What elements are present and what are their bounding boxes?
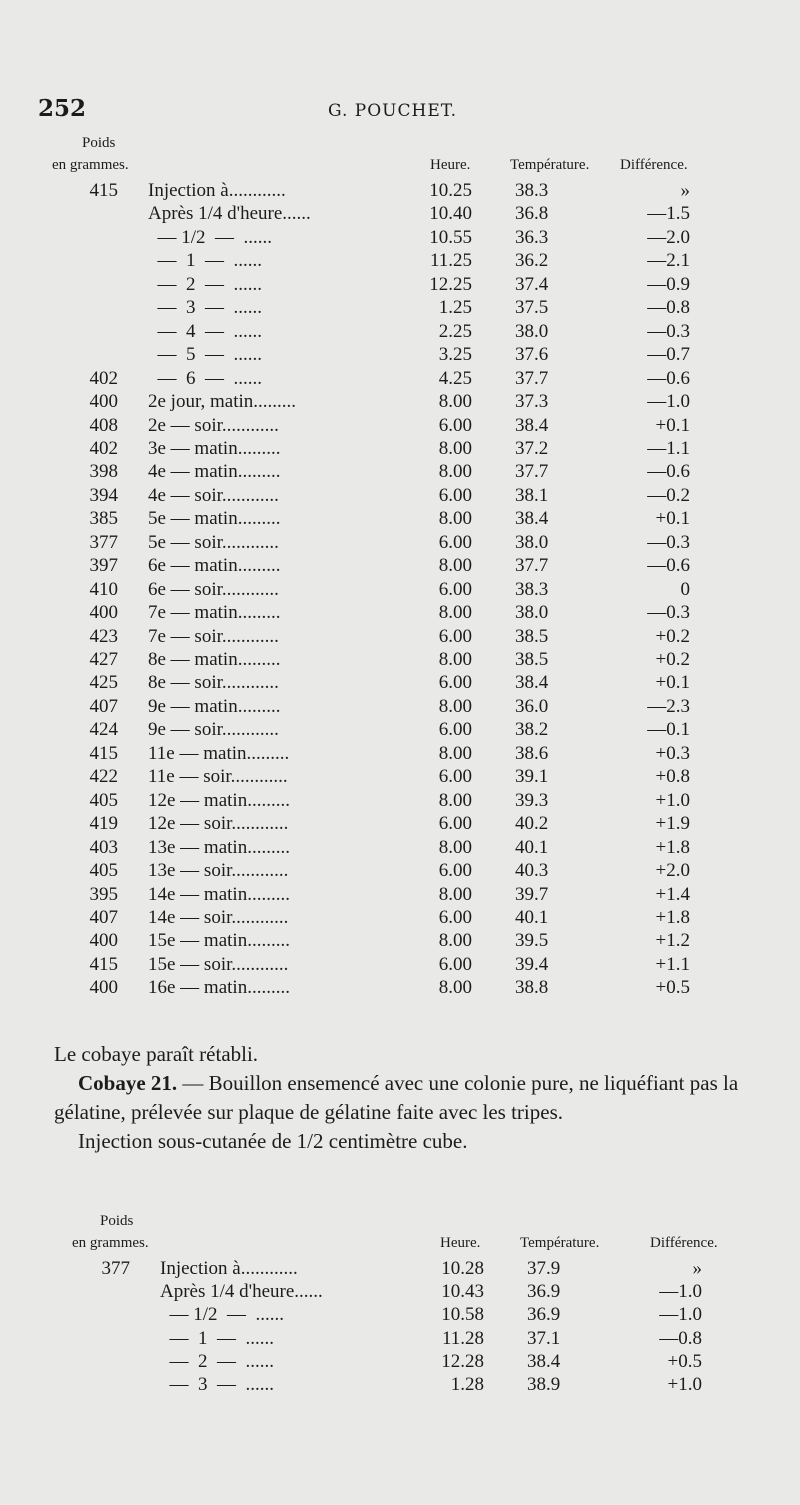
- table-row: [60, 485, 740, 509]
- time-label-cell: 14e — matin.........: [148, 883, 290, 905]
- hour-cell: 8.00: [438, 742, 472, 764]
- table-row: [60, 297, 740, 321]
- time-label-cell: Injection à............: [148, 180, 286, 201]
- time-label-cell: — 1 — ......: [148, 250, 262, 272]
- col-temperature-header: Température.: [520, 1235, 600, 1251]
- time-label-cell: 2e — soir............: [148, 414, 279, 436]
- temperature-cell: 36.2: [515, 250, 549, 272]
- difference-cell: +1.8: [655, 836, 690, 858]
- hour-cell: 8.00: [438, 930, 472, 952]
- cobaye-21-description: — Bouillon ensemencé avec une colonie pure, ne liquéfiant pas la gélatine, prélevée sur plaque de gélatine faite avec les tripes.: [54, 1071, 739, 1124]
- temperature-cell: 38.0: [515, 602, 549, 624]
- table-row: [60, 368, 740, 392]
- time-label-cell: 6e — soir............: [148, 578, 279, 600]
- hour-cell: 6.00: [438, 578, 472, 600]
- difference-cell: +0.1: [655, 414, 690, 436]
- time-label-cell: 11e — soir............: [148, 766, 288, 788]
- temperature-cell: 37.9: [527, 1258, 561, 1279]
- hour-cell: 1.28: [450, 1374, 484, 1395]
- difference-cell: +0.5: [667, 1350, 702, 1372]
- weight-cell: 402: [89, 437, 118, 459]
- table-row: [60, 532, 740, 556]
- difference-cell: +0.3: [655, 742, 690, 764]
- table-row: [60, 649, 740, 673]
- table-row: [60, 461, 740, 485]
- col-weight-header-line2: en grammes.: [52, 157, 129, 173]
- difference-cell: +2.0: [655, 860, 690, 882]
- time-label-cell: 15e — soir............: [148, 953, 289, 975]
- col-weight-header-line1: Poids: [82, 135, 116, 151]
- temperature-cell: 38.3: [515, 180, 549, 201]
- difference-cell: —2.3: [647, 695, 690, 717]
- temperature-cell: 40.1: [515, 836, 549, 858]
- time-label-cell: 9e — matin.........: [148, 695, 281, 717]
- difference-cell: +1.8: [655, 906, 690, 928]
- table-row: [60, 977, 740, 1001]
- time-label-cell: — 4 — ......: [148, 320, 262, 342]
- table-row: [60, 790, 740, 814]
- time-label-cell: Après 1/4 d'heure......: [160, 1281, 323, 1303]
- table-row: [60, 672, 740, 696]
- temperature-cell: 40.3: [515, 860, 549, 882]
- difference-cell: —1.0: [647, 391, 690, 413]
- temperature-cell: 38.5: [515, 625, 549, 647]
- difference-cell: —2.1: [647, 250, 690, 272]
- temperature-cell: 40.1: [515, 906, 549, 928]
- temperature-cell: 38.0: [515, 320, 549, 342]
- table-row: [60, 555, 740, 579]
- hour-cell: 6.00: [438, 625, 472, 647]
- temperature-cell: 37.1: [527, 1327, 561, 1349]
- table-row: [72, 1328, 752, 1352]
- hour-cell: 12.28: [441, 1350, 484, 1372]
- hour-cell: 6.00: [438, 813, 472, 835]
- table-row: [60, 602, 740, 626]
- table-row: [60, 391, 740, 415]
- table-row: [60, 813, 740, 837]
- hour-cell: 10.40: [429, 203, 472, 225]
- hour-cell: 8.00: [438, 836, 472, 858]
- time-label-cell: 13e — matin.........: [148, 836, 290, 858]
- temperature-cell: 37.7: [515, 555, 549, 577]
- time-label-cell: 15e — matin.........: [148, 930, 290, 952]
- temperature-cell: 38.0: [515, 531, 549, 553]
- weight-cell: 400: [89, 602, 118, 624]
- difference-cell: —1.1: [647, 437, 690, 459]
- difference-cell: +0.2: [655, 649, 690, 670]
- recovery-note: Le cobaye paraît rétabli.: [54, 1042, 259, 1066]
- table-row: [60, 884, 740, 908]
- hour-cell: 10.28: [441, 1258, 484, 1279]
- difference-cell: 0: [680, 578, 690, 600]
- weight-cell: 415: [89, 742, 118, 764]
- hour-cell: 4.25: [438, 367, 472, 389]
- hour-cell: 8.00: [438, 437, 472, 459]
- time-label-cell: 13e — soir............: [148, 860, 289, 882]
- hour-cell: 6.00: [438, 860, 472, 882]
- temperature-cell: 37.6: [515, 344, 549, 366]
- weight-cell: 395: [89, 883, 118, 905]
- weight-cell: 407: [89, 906, 118, 928]
- temperature-cell: 37.2: [515, 437, 549, 459]
- temperature-cell: 37.7: [515, 461, 549, 483]
- weight-cell: 415: [89, 180, 118, 201]
- time-label-cell: 12e — soir............: [148, 813, 289, 835]
- difference-cell: +1.9: [655, 813, 690, 835]
- weight-cell: 425: [89, 672, 118, 694]
- temperature-cell: 38.2: [515, 719, 549, 741]
- table-row: [60, 696, 740, 720]
- table-row: [60, 203, 740, 227]
- table-row: [60, 438, 740, 462]
- weight-cell: 415: [89, 953, 118, 975]
- difference-cell: +0.8: [655, 766, 690, 788]
- hour-cell: 10.25: [429, 180, 472, 201]
- temperature-cell: 36.9: [527, 1304, 561, 1326]
- weight-cell: 402: [89, 367, 118, 389]
- page-header: [38, 95, 758, 127]
- time-label-cell: — 1/2 — ......: [148, 226, 273, 248]
- hour-cell: 2.25: [438, 320, 472, 342]
- table-row: [60, 250, 740, 274]
- time-label-cell: — 1/2 — ......: [160, 1304, 285, 1326]
- cobaye-21-paragraph: [54, 1069, 764, 1127]
- table-row: [72, 1351, 752, 1375]
- time-label-cell: — 3 — ......: [148, 297, 262, 319]
- table-row: [72, 1281, 752, 1305]
- hour-cell: 8.00: [438, 695, 472, 717]
- time-label-cell: 11e — matin.........: [148, 742, 290, 764]
- temperature-cell: 38.4: [515, 414, 549, 436]
- page-number: 252: [38, 95, 87, 122]
- difference-cell: +1.4: [655, 883, 690, 905]
- hour-cell: 6.00: [438, 766, 472, 788]
- col-temperature-header: Température.: [510, 157, 590, 173]
- time-label-cell: 2e jour, matin.........: [148, 391, 297, 413]
- weight-cell: 394: [89, 484, 118, 506]
- hour-cell: 12.25: [429, 273, 472, 295]
- hour-cell: 6.00: [438, 672, 472, 694]
- cobaye-21-title: Cobaye 21.: [78, 1071, 178, 1095]
- difference-cell: +1.0: [667, 1374, 702, 1395]
- time-label-cell: 9e — soir............: [148, 719, 279, 741]
- temperature-cell: 36.9: [527, 1281, 561, 1303]
- running-head: G. POUCHET.: [328, 101, 457, 121]
- temperature-cell: 37.3: [515, 391, 549, 413]
- temperature-cell: 38.8: [515, 977, 549, 999]
- time-label-cell: 4e — soir............: [148, 484, 279, 506]
- time-label-cell: 8e — matin.........: [148, 649, 281, 670]
- col-weight-header-line1: Poids: [100, 1213, 134, 1229]
- col-hour-header: Heure.: [430, 157, 471, 173]
- time-label-cell: 3e — matin.........: [148, 437, 281, 459]
- difference-cell: —0.3: [647, 531, 690, 553]
- temperature-cell: 39.4: [515, 953, 549, 975]
- difference-cell: —1.0: [659, 1281, 702, 1303]
- table-row: [60, 766, 740, 790]
- time-label-cell: 12e — matin.........: [148, 789, 290, 811]
- weight-cell: 423: [89, 625, 118, 647]
- time-label-cell: — 5 — ......: [148, 344, 262, 366]
- time-label-cell: — 1 — ......: [160, 1327, 274, 1349]
- weight-cell: 408: [89, 414, 118, 436]
- time-label-cell: 6e — matin.........: [148, 555, 281, 577]
- difference-cell: +0.2: [655, 625, 690, 647]
- weight-cell: 403: [89, 836, 118, 858]
- table-row: [60, 344, 740, 368]
- temperature-table-1: [52, 135, 760, 1015]
- col-hour-header: Heure.: [440, 1235, 481, 1251]
- table-row: [60, 227, 740, 251]
- temperature-cell: 39.1: [515, 766, 549, 788]
- time-label-cell: — 2 — ......: [160, 1350, 274, 1372]
- temperature-cell: 36.8: [515, 203, 549, 225]
- hour-cell: 8.00: [438, 461, 472, 483]
- table-row: [60, 860, 740, 884]
- weight-cell: 419: [89, 813, 118, 835]
- hour-cell: 8.00: [438, 555, 472, 577]
- time-label-cell: Après 1/4 d'heure......: [148, 203, 311, 225]
- time-label-cell: 5e — matin.........: [148, 508, 281, 530]
- table-row: [60, 415, 740, 439]
- time-label-cell: 7e — soir............: [148, 625, 279, 647]
- hour-cell: 8.00: [438, 977, 472, 999]
- time-label-cell: 16e — matin.........: [148, 977, 290, 999]
- table-row: [60, 907, 740, 931]
- difference-cell: —2.0: [647, 226, 690, 248]
- time-label-cell: 7e — matin.........: [148, 602, 281, 624]
- time-label-cell: — 6 — ......: [148, 367, 262, 389]
- time-label-cell: 14e — soir............: [148, 906, 289, 928]
- difference-cell: —0.1: [647, 719, 690, 741]
- weight-cell: 377: [101, 1258, 130, 1279]
- hour-cell: 8.00: [438, 883, 472, 905]
- hour-cell: 10.55: [429, 226, 472, 248]
- temperature-cell: 39.7: [515, 883, 549, 905]
- time-label-cell: 8e — soir............: [148, 672, 279, 694]
- time-label-cell: 5e — soir............: [148, 531, 279, 553]
- table-row: [60, 508, 740, 532]
- table-row: [72, 1304, 752, 1328]
- temperature-cell: 36.3: [515, 226, 549, 248]
- difference-cell: —1.5: [647, 203, 690, 225]
- difference-cell: +1.2: [655, 930, 690, 952]
- difference-cell: —0.6: [647, 555, 690, 577]
- weight-cell: 422: [89, 766, 118, 788]
- temperature-cell: 37.5: [515, 297, 549, 319]
- hour-cell: 6.00: [438, 414, 472, 436]
- hour-cell: 6.00: [438, 719, 472, 741]
- hour-cell: 6.00: [438, 484, 472, 506]
- time-label-cell: Injection à............: [160, 1258, 298, 1279]
- temperature-cell: 40.2: [515, 813, 549, 835]
- body-text: [54, 1040, 764, 1156]
- table-row: [60, 626, 740, 650]
- difference-cell: —0.8: [647, 297, 690, 319]
- hour-cell: 1.25: [438, 297, 472, 319]
- temperature-cell: 38.5: [515, 649, 549, 670]
- table-row: [60, 719, 740, 743]
- difference-cell: —0.2: [647, 484, 690, 506]
- temperature-cell: 38.4: [527, 1350, 561, 1372]
- temperature-cell: 38.1: [515, 484, 549, 506]
- col-weight-header-line2: en grammes.: [72, 1235, 149, 1251]
- hour-cell: 11.28: [441, 1327, 484, 1349]
- difference-cell: —0.6: [647, 461, 690, 483]
- hour-cell: 8.00: [438, 789, 472, 811]
- hour-cell: 10.43: [441, 1281, 484, 1303]
- temperature-cell: 38.4: [515, 672, 549, 694]
- hour-cell: 8.00: [438, 649, 472, 670]
- difference-cell: +0.5: [655, 977, 690, 999]
- table-row: [60, 954, 740, 978]
- hour-cell: 6.00: [438, 531, 472, 553]
- difference-cell: »: [692, 1258, 702, 1279]
- temperature-cell: 38.6: [515, 742, 549, 764]
- table-row: [60, 274, 740, 298]
- hour-cell: 6.00: [438, 906, 472, 928]
- hour-cell: 8.00: [438, 508, 472, 530]
- table-row: [60, 930, 740, 954]
- hour-cell: 3.25: [438, 344, 472, 366]
- difference-cell: +0.1: [655, 508, 690, 530]
- temperature-cell: 39.5: [515, 930, 549, 952]
- table-row: [60, 837, 740, 861]
- difference-cell: +1.1: [655, 953, 690, 975]
- temperature-cell: 38.9: [527, 1374, 561, 1395]
- temperature-cell: 38.3: [515, 578, 549, 600]
- difference-cell: —1.0: [659, 1304, 702, 1326]
- weight-cell: 397: [89, 555, 118, 577]
- temperature-cell: 37.4: [515, 273, 549, 295]
- time-label-cell: — 3 — ......: [160, 1374, 274, 1395]
- temperature-cell: 36.0: [515, 695, 549, 717]
- table-row: [60, 180, 740, 204]
- weight-cell: 400: [89, 977, 118, 999]
- temperature-cell: 39.3: [515, 789, 549, 811]
- table-row: [60, 743, 740, 767]
- hour-cell: 8.00: [438, 391, 472, 413]
- hour-cell: 10.58: [441, 1304, 484, 1326]
- temperature-cell: 37.7: [515, 367, 549, 389]
- weight-cell: 377: [89, 531, 118, 553]
- weight-cell: 424: [89, 719, 118, 741]
- weight-cell: 400: [89, 391, 118, 413]
- hour-cell: 11.25: [429, 250, 472, 272]
- difference-cell: —0.9: [647, 273, 690, 295]
- temperature-table-2: [72, 1213, 762, 1403]
- table-row: [60, 321, 740, 345]
- difference-cell: »: [680, 180, 690, 201]
- weight-cell: 407: [89, 695, 118, 717]
- weight-cell: 385: [89, 508, 118, 530]
- difference-cell: —0.7: [647, 344, 690, 366]
- difference-cell: +1.0: [655, 789, 690, 811]
- temperature-cell: 38.4: [515, 508, 549, 530]
- difference-cell: —0.8: [659, 1327, 702, 1349]
- time-label-cell: — 2 — ......: [148, 273, 262, 295]
- table-row: [72, 1374, 752, 1398]
- difference-cell: +0.1: [655, 672, 690, 694]
- hour-cell: 6.00: [438, 953, 472, 975]
- weight-cell: 405: [89, 860, 118, 882]
- time-label-cell: 4e — matin.........: [148, 461, 281, 483]
- injection-note: Injection sous-cutanée de 1/2 centimètre cube.: [78, 1129, 468, 1153]
- col-difference-header: Différence.: [650, 1235, 718, 1251]
- table-row: [72, 1258, 752, 1282]
- weight-cell: 427: [89, 649, 118, 670]
- difference-cell: —0.3: [647, 320, 690, 342]
- difference-cell: —0.6: [647, 367, 690, 389]
- col-difference-header: Différence.: [620, 157, 688, 173]
- weight-cell: 405: [89, 789, 118, 811]
- difference-cell: —0.3: [647, 602, 690, 624]
- weight-cell: 398: [89, 461, 118, 483]
- hour-cell: 8.00: [438, 602, 472, 624]
- weight-cell: 410: [89, 578, 118, 600]
- table-row: [60, 579, 740, 603]
- weight-cell: 400: [89, 930, 118, 952]
